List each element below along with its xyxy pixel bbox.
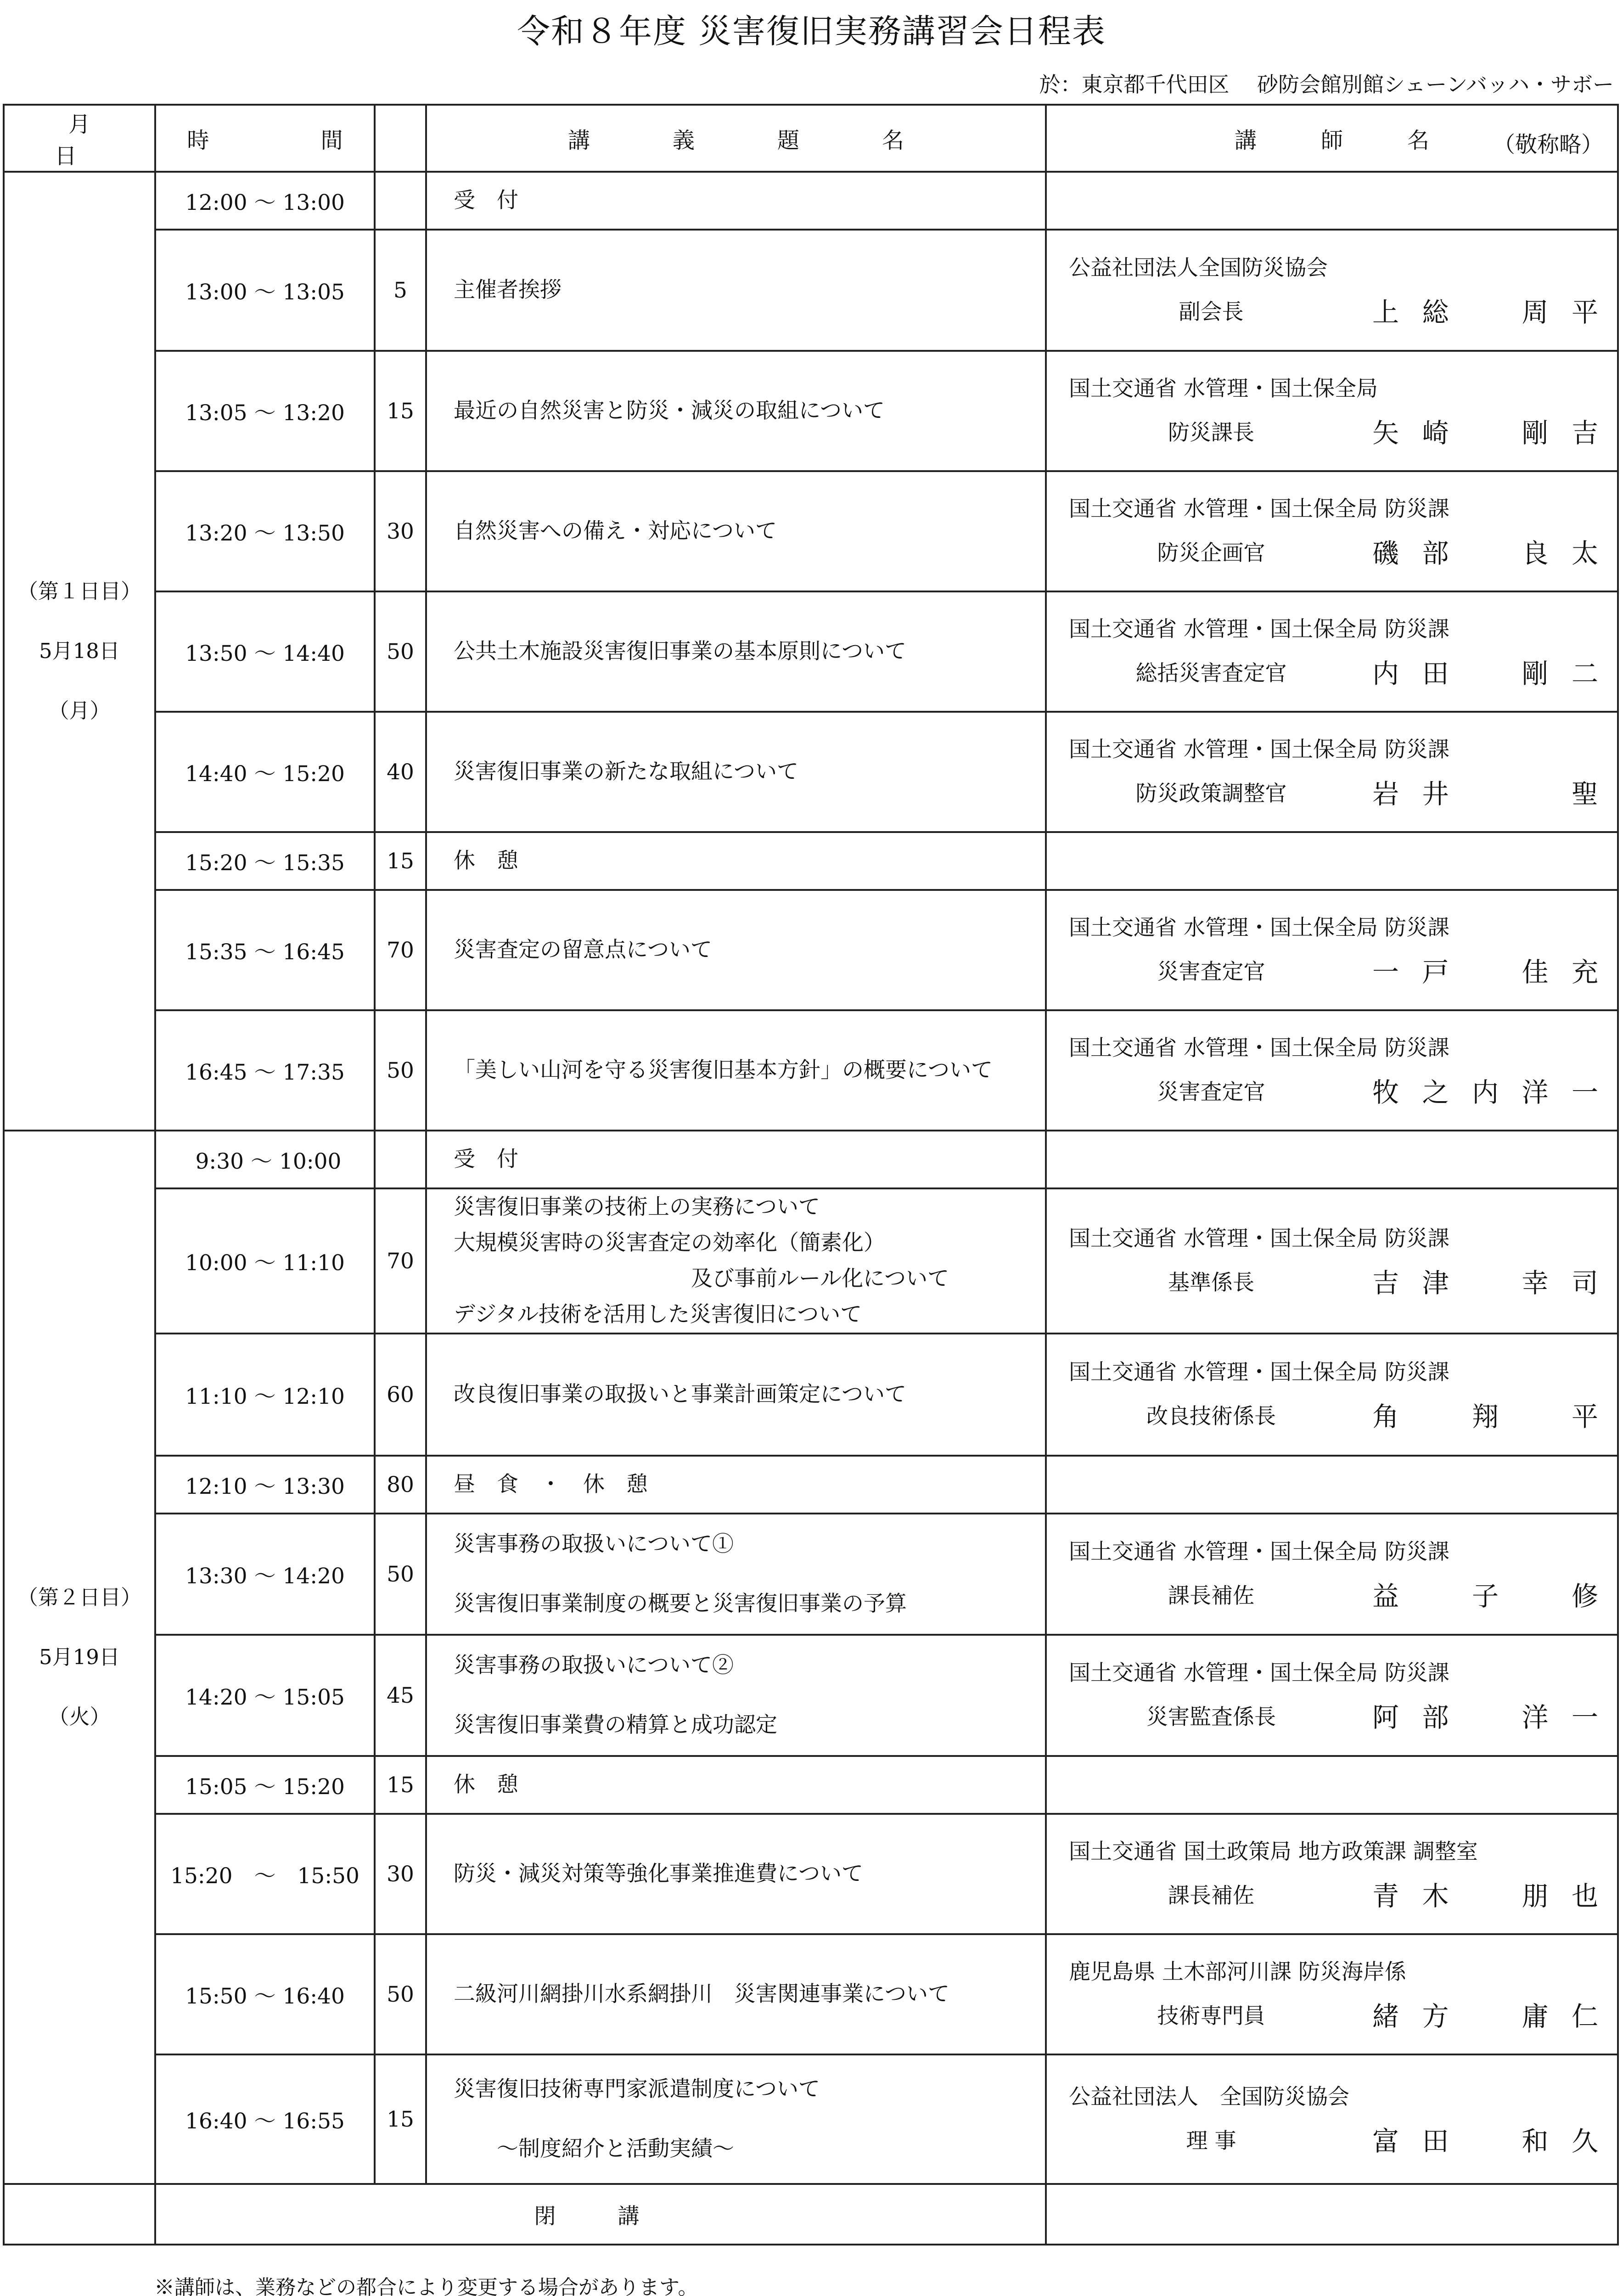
lecturer-name-char: 田 (1422, 658, 1449, 689)
lecturer-role: 防災政策調整官 (1135, 781, 1287, 806)
lecturer-name-char: 仁 (1571, 2001, 1598, 2032)
subject-line: 公共土木施設災害復旧事業の基本原則について (454, 639, 907, 664)
lecturer-cell (1046, 712, 1618, 832)
lecturer-cell (1046, 351, 1618, 471)
lecturer-name-char: 翔 (1471, 1401, 1499, 1432)
minutes-cell: 15 (375, 351, 426, 471)
subject-cell (426, 1456, 1046, 1514)
header-date: 月 日 (4, 105, 155, 172)
lecturer-line (1069, 1261, 1599, 1305)
subject-line: 最近の自然災害と防災・減災の取組について (454, 398, 885, 423)
time-cell: 14:20 ～ 15:05 (155, 1635, 375, 1756)
lecturer-name-char (1471, 411, 1499, 455)
schedule-row (4, 1756, 1618, 1814)
time-cell: 13:30 ～ 14:20 (155, 1514, 375, 1635)
time-cell: 12:10 ～ 13:30 (155, 1456, 375, 1514)
schedule-row (4, 1334, 1618, 1456)
subject-cell (426, 1934, 1046, 2054)
subject-cell (426, 351, 1046, 471)
lecturer-org: 国土交通省 水管理・国土保全局 防災課 (1069, 1660, 1449, 1686)
lecturer-name-char: 司 (1571, 1267, 1598, 1299)
page-title: 令和８年度 災害復旧実務講習会日程表 (517, 12, 1106, 51)
time-cell: 13:00 ～ 13:05 (155, 230, 375, 351)
schedule-row (4, 1814, 1618, 1934)
lecturer-name-char: 太 (1571, 538, 1598, 569)
lecturer-name-char: 益 (1372, 1581, 1399, 1612)
lecturer-line (1069, 290, 1599, 334)
lecturer-name-char: 剛 (1522, 658, 1549, 689)
minutes-cell: 15 (375, 1756, 426, 1814)
time-cell: 15:20 ～ 15:35 (155, 832, 375, 890)
time-cell: 13:05 ～ 13:20 (155, 351, 375, 471)
subject-line: ～制度紹介と活動実績～ (454, 2136, 734, 2161)
lecturer-name (1353, 1261, 1599, 1305)
schedule-row (4, 1456, 1618, 1514)
lecturer-name-char: 緒 (1372, 2001, 1399, 2032)
day-cell (4, 1131, 155, 2184)
minutes-cell: 50 (375, 1934, 426, 2054)
lecturer-cell (1046, 1756, 1618, 1814)
lecturer-role: 災害査定官 (1157, 959, 1265, 985)
lecturer-role: 副会長 (1179, 299, 1244, 325)
subject-cell (426, 1131, 1046, 1188)
lecturer-name (1353, 772, 1599, 816)
lecturer-cell (1046, 591, 1618, 712)
minutes-cell (375, 172, 426, 230)
time-cell: 12:00 ～ 13:00 (155, 172, 375, 230)
subject-cell (426, 1334, 1046, 1456)
subject-line: 大規模災害時の災害査定の効率化（簡素化） (454, 1230, 885, 1255)
lecturer-name-char: 総 (1422, 297, 1449, 328)
subject-line: 災害復旧事業の技術上の実務について (454, 1194, 820, 1220)
lecturer-name-char: 内 (1372, 658, 1399, 689)
subject-line: 災害復旧技術専門家派遣制度について (454, 2077, 820, 2102)
lecturer-role: 課長補佐 (1168, 1583, 1254, 1609)
day-weekday: （月） (48, 698, 111, 723)
subject-line: 二級河川網掛川水系網掛川 災害関連事業について (454, 1981, 950, 2007)
time-cell: 11:10 ～ 12:10 (155, 1334, 375, 1456)
subject-cell (426, 832, 1046, 890)
minutes-cell: 15 (375, 832, 426, 890)
lecturer-name-char: 一 (1571, 1077, 1598, 1108)
lecturer-name (1353, 1070, 1599, 1114)
subject-cell (426, 712, 1046, 832)
lecturer-name (1353, 1994, 1599, 2038)
lecturer-name-char: 部 (1422, 1702, 1449, 1733)
lecturer-cell (1046, 471, 1618, 591)
lecturer-org: 鹿児島県 土木部河川課 防災海岸係 (1069, 1959, 1406, 1985)
time-cell: 15:50 ～ 16:40 (155, 1934, 375, 2054)
venue-text: 於：東京都千代田区 砂防会館別館シェーンバッハ・サボー (1039, 72, 1614, 97)
lecturer-name-char (1471, 772, 1499, 816)
lecturer-name-char: 戸 (1422, 957, 1449, 988)
subject-cell (426, 1188, 1046, 1334)
lecturer-cell (1046, 172, 1618, 230)
lecturer-name-char: 津 (1422, 1267, 1449, 1299)
lecturer-line (1069, 2119, 1599, 2163)
subject-line: 防災・減災対策等強化事業推進費について (454, 1861, 864, 1886)
schedule-row (4, 471, 1618, 591)
lecturer-name-char: 一 (1372, 957, 1399, 988)
schedule-row (4, 890, 1618, 1010)
minutes-cell: 50 (375, 1514, 426, 1635)
subject-cell (426, 1635, 1046, 1756)
minutes-cell: 70 (375, 890, 426, 1010)
lecturer-name-char: 子 (1471, 1581, 1499, 1612)
day-day-label: （第１日目） (17, 579, 141, 603)
lecturer-role: 基準係長 (1168, 1270, 1254, 1295)
subject-cell (426, 1814, 1046, 1934)
time-cell: 15:20 ～ 15:50 (155, 1814, 375, 1934)
lecturer-name (1353, 2119, 1599, 2163)
day-cell (4, 172, 155, 1131)
lecturer-name-char: 部 (1422, 538, 1449, 569)
lecturer-name (1353, 1874, 1599, 1918)
subject-cell (426, 172, 1046, 230)
subject-line: 及び事前ルール化について (454, 1266, 949, 1291)
schedule-row (4, 1934, 1618, 2054)
lecturer-name-char (1522, 772, 1549, 816)
lecturer-cell (1046, 1334, 1618, 1456)
minutes-cell: 5 (375, 230, 426, 351)
lecturer-name-char: 剛 (1522, 417, 1549, 449)
lecturer-name-char: 内 (1471, 1077, 1499, 1108)
subject-line: デジタル技術を活用した災害復旧について (454, 1302, 862, 1327)
minutes-cell: 30 (375, 1814, 426, 1934)
lecturer-org: 国土交通省 水管理・国土保全局 防災課 (1069, 1035, 1449, 1061)
lecturer-role: 災害査定官 (1157, 1080, 1265, 1105)
subject-cell (426, 1514, 1046, 1635)
subject-line: 昼 食 ・ 休 憩 (454, 1472, 648, 1497)
time-cell: 10:00 ～ 11:10 (155, 1188, 375, 1334)
closing-row (4, 2184, 1618, 2245)
lecturer-cell (1046, 890, 1618, 1010)
lecturer-line (1069, 1874, 1599, 1918)
lecturer-line (1069, 411, 1599, 455)
subject-line: 休 憩 (454, 1772, 518, 1797)
lecturer-line (1069, 1574, 1599, 1618)
subject-line: 災害復旧事業の新たな取組について (454, 759, 799, 784)
subject-cell (426, 591, 1046, 712)
minutes-cell: 80 (375, 1456, 426, 1514)
lecturer-org: 国土交通省 水管理・国土保全局 防災課 (1069, 915, 1449, 940)
subject-line: 改良復旧事業の取扱いと事業計画策定について (454, 1382, 907, 1407)
lecturer-role: 防災課長 (1168, 420, 1254, 445)
lecturer-cell (1046, 1635, 1618, 1756)
lecturer-name-char: 富 (1372, 2126, 1399, 2157)
subject-line: 自然災害への備え・対応について (454, 518, 777, 544)
lecturer-name-char (1471, 652, 1499, 696)
lecturer-name-char: 岩 (1372, 778, 1399, 810)
minutes-cell: 60 (375, 1334, 426, 1456)
minutes-cell: 15 (375, 2054, 426, 2184)
subject-cell (426, 1010, 1046, 1131)
lecturer-line (1069, 1994, 1599, 2038)
lecturer-name (1353, 1574, 1599, 1618)
lecturer-cell (1046, 230, 1618, 351)
lecturer-cell (1046, 1188, 1618, 1334)
subject-line: 受 付 (454, 1147, 518, 1172)
lecturer-cell (1046, 1514, 1618, 1635)
schedule-row (4, 591, 1618, 712)
lecturer-name-char: 佳 (1522, 957, 1549, 988)
lecturer-name-char: 和 (1522, 2126, 1549, 2157)
lecturer-cell (1046, 1814, 1618, 1934)
lecturer-name-char (1471, 290, 1499, 334)
lecturer-name-char: 充 (1571, 957, 1598, 988)
lecturer-name-char: 也 (1571, 1880, 1598, 1912)
lecturer-name-char: 幸 (1522, 1267, 1549, 1299)
lecturer-name-char: 平 (1571, 297, 1598, 328)
header-lecturer: 講師名 （敬称略） (1046, 105, 1618, 172)
lecturer-name-char: 平 (1571, 1401, 1598, 1432)
lecturer-line (1069, 1395, 1599, 1439)
minutes-cell: 45 (375, 1635, 426, 1756)
lecturer-role: 理 事 (1186, 2128, 1236, 2154)
lecturer-name-char: 修 (1571, 1581, 1598, 1612)
lecturer-name-char (1422, 1395, 1449, 1439)
time-cell: 13:20 ～ 13:50 (155, 471, 375, 591)
lecturer-role: 防災企画官 (1157, 540, 1265, 566)
minutes-cell: 50 (375, 591, 426, 712)
subject-line: 災害査定の留意点について (454, 937, 713, 962)
lecturer-line (1069, 652, 1599, 696)
lecturer-name (1353, 531, 1599, 575)
lecturer-name-char: 良 (1522, 538, 1549, 569)
lecturer-cell (1046, 2054, 1618, 2184)
header-minutes (375, 105, 426, 172)
lecturer-org: 公益社団法人 全国防災協会 (1069, 2084, 1349, 2110)
closing-lecturer-empty (1046, 2184, 1618, 2245)
lecturer-name-char: 聖 (1571, 778, 1598, 810)
lecturer-name-char (1471, 1874, 1499, 1918)
subject-line: 災害事務の取扱いについて① (454, 1531, 734, 1557)
lecturer-role: 総括災害査定官 (1135, 661, 1287, 686)
schedule-row (4, 1010, 1618, 1131)
lecturer-name-char (1471, 531, 1499, 575)
lecturer-name-char: 磯 (1372, 538, 1399, 569)
lecturer-org: 公益社団法人全国防災協会 (1069, 255, 1328, 281)
lecturer-name-char (1522, 1574, 1549, 1618)
time-cell: 15:35 ～ 16:45 (155, 890, 375, 1010)
time-cell: 13:50 ～ 14:40 (155, 591, 375, 712)
subject-cell (426, 1756, 1046, 1814)
schedule-row (4, 172, 1618, 230)
lecturer-name (1353, 1695, 1599, 1739)
subject-cell (426, 890, 1046, 1010)
time-cell: 16:40 ～ 16:55 (155, 2054, 375, 2184)
lecturer-name-char: 久 (1571, 2126, 1598, 2157)
lecturer-name-char (1471, 1695, 1499, 1739)
lecturer-org: 国土交通省 水管理・国土保全局 防災課 (1069, 1539, 1449, 1564)
header-lecturer-note: （敬称略） (1493, 132, 1603, 158)
lecturer-name-char: 角 (1372, 1401, 1399, 1432)
lecturer-line (1069, 531, 1599, 575)
lecturer-name-char: 方 (1422, 2001, 1449, 2032)
closing-empty (4, 2184, 155, 2245)
subject-line: 「美しい山河を守る災害復旧基本方針」の概要について (454, 1058, 993, 1083)
lecturer-cell (1046, 1010, 1618, 1131)
subject-line: 主催者挨拶 (454, 277, 562, 303)
lecturer-name-char: 牧 (1372, 1077, 1399, 1108)
minutes-cell: 50 (375, 1010, 426, 1131)
lecturer-name-char (1471, 1261, 1499, 1305)
schedule-row (4, 1514, 1618, 1635)
lecturer-org: 国土交通省 水管理・国土保全局 防災課 (1069, 737, 1449, 762)
day-date: 5月18日 (39, 639, 120, 663)
lecturer-name-char: 木 (1422, 1880, 1449, 1912)
subject-line: 受 付 (454, 188, 518, 213)
lecturer-name-char: 井 (1422, 778, 1449, 810)
lecturer-name-char: 吉 (1372, 1267, 1399, 1299)
lecturer-name (1353, 652, 1599, 696)
lecturer-name-char: 田 (1422, 2126, 1449, 2157)
subject-cell (426, 471, 1046, 591)
lecturer-org: 国土交通省 水管理・国土保全局 防災課 (1069, 617, 1449, 642)
lecturer-role: 改良技術係長 (1146, 1404, 1276, 1429)
lecturer-name-char: 上 (1372, 297, 1399, 328)
schedule-row (4, 832, 1618, 890)
time-cell: 16:45 ～ 17:35 (155, 1010, 375, 1131)
time-cell: 14:40 ～ 15:20 (155, 712, 375, 832)
lecturer-name-char: 朋 (1522, 1880, 1549, 1912)
subject-line: 災害復旧事業費の精算と成功認定 (454, 1712, 777, 1738)
lecturer-name-char (1471, 2119, 1499, 2163)
lecturer-org: 国土交通省 水管理・国土保全局 防災課 (1069, 1360, 1449, 1385)
lecturer-role: 災害監査係長 (1146, 1705, 1276, 1730)
lecturer-name-char: 洋 (1522, 1077, 1549, 1108)
day-day-label: （第２日目） (17, 1585, 141, 1609)
lecturer-role: 課長補佐 (1168, 1883, 1254, 1908)
schedule-row (4, 230, 1618, 351)
closing-text: 閉 講 (155, 2184, 1046, 2245)
time-cell: 9:30 ～ 10:00 (155, 1131, 375, 1188)
schedule-row (4, 1131, 1618, 1188)
lecturer-line (1069, 1070, 1599, 1114)
lecturer-name-char: 崎 (1422, 417, 1449, 449)
lecturer-cell (1046, 832, 1618, 890)
schedule-row (4, 351, 1618, 471)
lecturer-name-char: 之 (1422, 1077, 1449, 1108)
header-time: 時 間 (155, 105, 375, 172)
lecturer-cell (1046, 1131, 1618, 1188)
day-weekday: （火） (48, 1705, 111, 1729)
lecturer-org: 国土交通省 水管理・国土保全局 (1069, 376, 1378, 401)
lecturer-role: 技術専門員 (1157, 2003, 1265, 2029)
header-subject: 講義題名 (426, 105, 1046, 172)
schedule-row (4, 1188, 1618, 1334)
lecturer-name-char: 吉 (1571, 417, 1598, 449)
schedule-row (4, 712, 1618, 832)
minutes-cell: 40 (375, 712, 426, 832)
lecturer-name (1353, 290, 1599, 334)
schedule-row (4, 2054, 1618, 2184)
lecturer-name-char: 一 (1571, 1702, 1598, 1733)
lecturer-name-char: 矢 (1372, 417, 1399, 449)
lecturer-name-char (1422, 1574, 1449, 1618)
header-row (4, 105, 1618, 172)
lecturer-name-char (1522, 1395, 1549, 1439)
lecturer-cell (1046, 1934, 1618, 2054)
lecturer-line (1069, 950, 1599, 994)
lecturer-org: 国土交通省 国土政策局 地方政策課 調整室 (1069, 1839, 1478, 1864)
lecturer-name-char: 青 (1372, 1880, 1399, 1912)
schedule-table (3, 104, 1619, 2245)
minutes-cell (375, 1131, 426, 1188)
subject-cell (426, 230, 1046, 351)
lecturer-line (1069, 772, 1599, 816)
minutes-cell: 30 (375, 471, 426, 591)
lecturer-org: 国土交通省 水管理・国土保全局 防災課 (1069, 496, 1449, 522)
lecturer-name-char (1471, 950, 1499, 994)
lecturer-cell (1046, 1456, 1618, 1514)
lecturer-name (1353, 950, 1599, 994)
lecturer-name-char: 庸 (1522, 2001, 1549, 2032)
lecturer-name-char (1471, 1994, 1499, 2038)
lecturer-name-char: 洋 (1522, 1702, 1549, 1733)
lecturer-name (1353, 1395, 1599, 1439)
lecturer-org: 国土交通省 水管理・国土保全局 防災課 (1069, 1226, 1449, 1251)
subject-cell (426, 2054, 1046, 2184)
day-date: 5月19日 (39, 1645, 120, 1669)
subject-line: 災害事務の取扱いについて② (454, 1653, 734, 1678)
lecturer-name-char: 周 (1522, 297, 1549, 328)
schedule-row (4, 1635, 1618, 1756)
subject-line: 休 憩 (454, 848, 518, 873)
time-cell: 15:05 ～ 15:20 (155, 1756, 375, 1814)
lecturer-name (1353, 411, 1599, 455)
footnote: ※講師は、業務などの都合により変更する場合があります。 (154, 2276, 698, 2296)
subject-line: 災害復旧事業制度の概要と災害復旧事業の予算 (454, 1591, 907, 1616)
minutes-cell: 70 (375, 1188, 426, 1334)
lecturer-line (1069, 1695, 1599, 1739)
lecturer-name-char: 二 (1571, 658, 1598, 689)
lecturer-name-char: 阿 (1372, 1702, 1399, 1733)
